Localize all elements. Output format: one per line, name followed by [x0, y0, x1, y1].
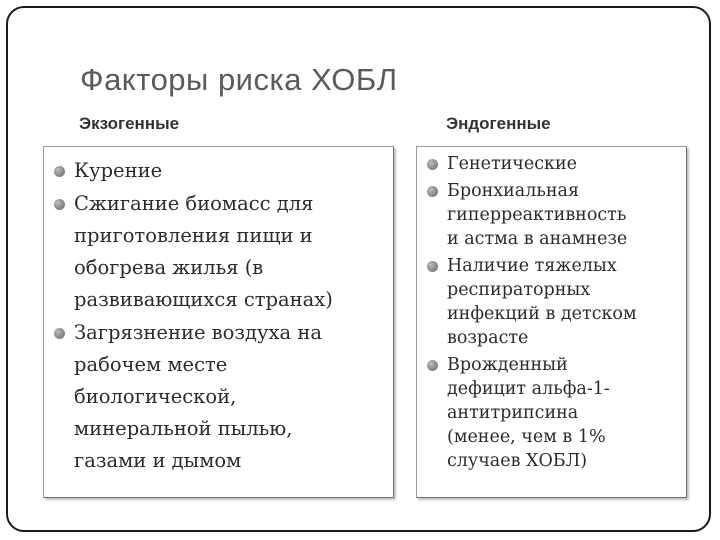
- bullet-icon: [54, 328, 65, 339]
- item-line: дефицит альфа-1-: [447, 379, 610, 399]
- exogenous-box: [43, 146, 394, 498]
- list-item: [427, 254, 680, 350]
- item-line: гиперреактивность: [447, 205, 627, 225]
- item-line: возрасте: [447, 328, 529, 348]
- list-item: [427, 179, 680, 251]
- item-line: приготовления пищи и: [74, 224, 313, 247]
- bullet-icon: [427, 360, 438, 371]
- item-line: Врожденный: [447, 355, 568, 375]
- item-line: инфекций в детском: [447, 304, 637, 324]
- item-line: и астма в анамнезе: [447, 229, 628, 249]
- item-line: рабочем месте: [74, 353, 228, 376]
- list-item: [427, 353, 680, 473]
- item-line: обогрева жилья (в: [74, 256, 264, 279]
- header-endogenous: Эндогенные: [446, 114, 551, 133]
- item-line: развивающихся странах): [74, 288, 333, 311]
- item-line: Бронхиальная: [447, 181, 580, 201]
- item-line: минеральной пылью,: [74, 417, 293, 440]
- header-exogenous: Экзогенные: [79, 114, 180, 133]
- bullet-icon: [54, 166, 65, 177]
- bullet-icon: [427, 261, 438, 272]
- list-item: [54, 317, 385, 477]
- endogenous-list: [417, 147, 686, 473]
- endogenous-box: [416, 146, 687, 498]
- item-line: респираторных: [447, 280, 591, 300]
- item-line: газами и дымом: [74, 449, 242, 472]
- bullet-icon: [54, 199, 65, 210]
- list-item: [54, 188, 385, 316]
- item-line: Наличие тяжелых: [447, 256, 617, 276]
- exogenous-list: [44, 147, 393, 477]
- item-line: антитрипсина: [447, 403, 579, 423]
- item-line: случаев ХОБЛ): [447, 451, 588, 471]
- item-line: Сжигание биомасс для: [74, 192, 314, 215]
- slide-title: Факторы риска ХОБЛ: [80, 62, 398, 97]
- bullet-icon: [427, 159, 438, 170]
- item-line: Загрязнение воздуха на: [74, 321, 322, 344]
- list-item: [54, 155, 385, 187]
- item-line: Курение: [74, 159, 163, 182]
- list-item: [427, 152, 680, 176]
- bullet-icon: [427, 186, 438, 197]
- item-line: Генетические: [447, 154, 577, 174]
- item-line: биологической,: [74, 385, 237, 408]
- item-line: (менее, чем в 1%: [447, 427, 606, 447]
